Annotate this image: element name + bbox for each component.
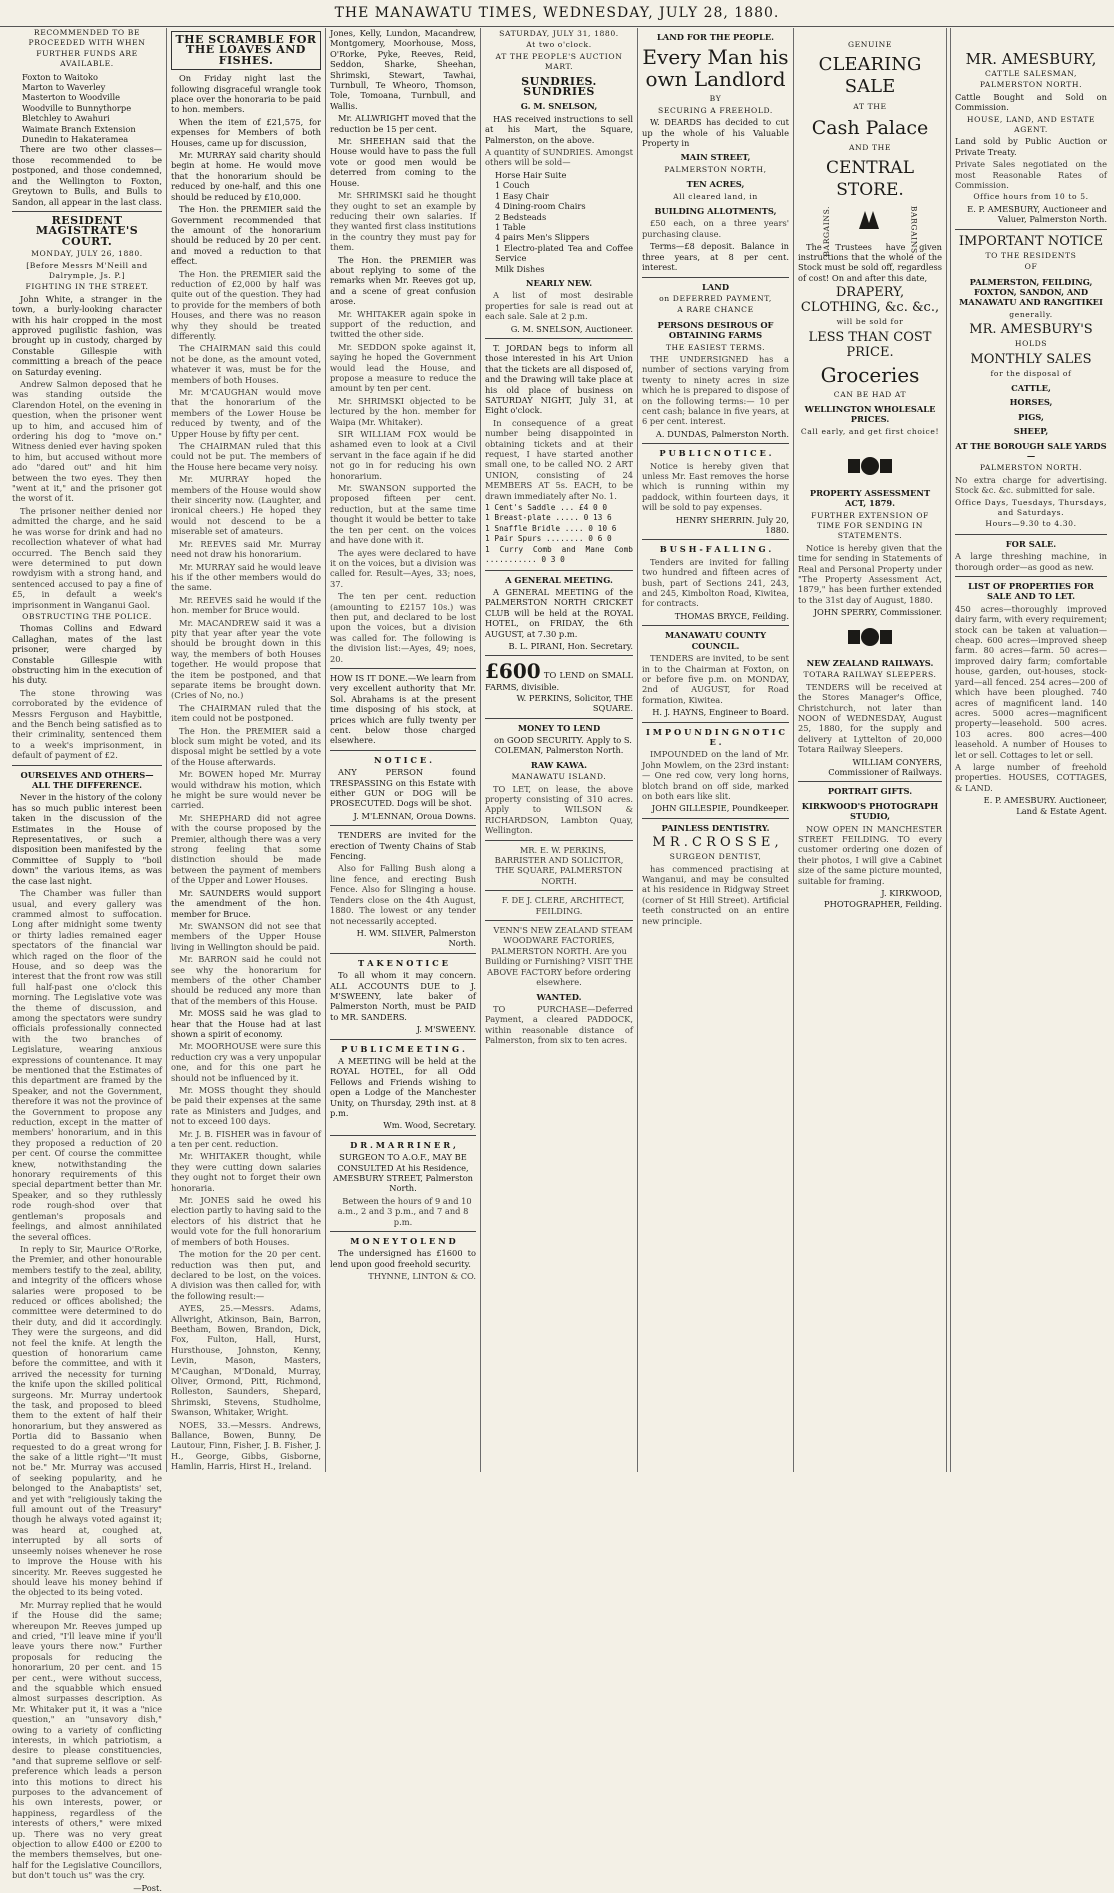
general-meeting-heading: A GENERAL MEETING. [505, 574, 613, 585]
central-store: CENTRAL STORE. [826, 158, 914, 201]
amesbury-holds-name: MR. AMESBURY'S [969, 322, 1093, 338]
amesbury-name: MR. AMESBURY, [965, 50, 1097, 68]
impounding-heading: I M P O U N D I N G N O T I C E . [645, 726, 785, 747]
list-item: Milk Dishes [495, 263, 545, 274]
bush-falling-heading: B U S H - F A L L I N G . [659, 544, 772, 555]
manawatu-island: MANAWATU ISLAND. [511, 772, 607, 782]
palmerston-north: PALMERSTON NORTH, [664, 164, 767, 174]
crosse-sub: SURGEON DENTIST, [669, 852, 762, 862]
property-assessment-sub: FURTHER EXTENSION OF TIME FOR SENDING IN STATEMENTS. [811, 510, 929, 541]
money-lend-body: on GOOD SECURITY. Apply to S. COLEMAN, Palmerston North. [494, 734, 632, 756]
holds-label: HOLDS [1014, 339, 1048, 349]
cleared-land: All cleared land, in [673, 191, 758, 201]
genuine-label: GENUINE [847, 40, 893, 49]
scramble-p3: Mr. MURRAY said charity should begin at home. He would move that the honorarium should be reduced by one-half, and this one should be reduced by £10,000. [171, 150, 321, 202]
sundries-heading: SUNDRIES. SUNDRIES [521, 74, 597, 99]
notice-signature: J. M'LENNAN, Oroua Downs. [353, 810, 476, 821]
doctor-body: SURGEON TO A.O.F., MAY BE CONSULTED At his Residence, AMESBURY STREET, Palmerston North. [332, 1152, 474, 1194]
lend-amount: £600 [485, 659, 541, 684]
tenders-signature: H. WM. SILVER, Palmerston North. [356, 927, 476, 949]
lend-text: TO LEND on SMALL FARMS, divisible. [485, 670, 633, 693]
and-the: AND THE [848, 142, 892, 152]
deards-intro: W. DEARDS has decided to cut up the whole of his Valuable Property in [642, 117, 789, 149]
of-label: OF [1024, 262, 1038, 272]
auctioneer-signature: G. M. SNELSON, Auctioneer. [510, 323, 633, 334]
ours-heading: OURSELVES AND OTHERS—ALL THE DIFFERENCE. [20, 769, 154, 791]
main-street: MAIN STREET, [680, 152, 751, 163]
will-be-sold: will be sold for [836, 317, 904, 327]
groceries: Groceries [820, 362, 920, 387]
scramble-p4: The Hon. the PREMIER said the Government recommended that the amount of the honorarium should be reduced by 20 per cent. and moved a reduction to that effect. [171, 204, 321, 267]
amesbury-hours: Office hours from 10 to 5. [973, 192, 1089, 202]
public-meeting-body: A MEETING will be held at the ROYAL HOTEL, for all Odd Fellows and Friends wishing to open a Lodge of the Manchester Unity, on Thursday, 29th inst. at 8 p.m. [330, 1055, 476, 1118]
horses-label: HORSES, [1009, 397, 1053, 408]
sale-items [495, 170, 633, 274]
list-item: 1 Easy Chair [495, 190, 549, 201]
monthly-sales: MONTHLY SALES [970, 351, 1092, 367]
scramble-p5: Mr. SAUNDERS would support the amendment of the hon. member for Bruce. [171, 887, 321, 919]
public-notice-signature: HENRY SHERRIN. July 20, 1880. [675, 514, 789, 536]
important-notice: IMPORTANT NOTICE [958, 233, 1104, 249]
county-council-heading: MANAWATU COUNTY COUNCIL. [664, 630, 767, 651]
county-council-signature: H. J. HAYNS, Engineer to Board. [652, 707, 789, 718]
list-item: 1 Electro-plated Tea and Coffee Service [495, 242, 633, 264]
list-item: 2 Bedsteads [495, 211, 547, 222]
kirkwood-signature: J. KIRKWOOD, PHOTOGRAPHER, Feilding. [824, 888, 942, 909]
fight-paragraph: John White, a stranger in the town, a burly-looking character with his hair cropped in the most approved pugilistic fashion, was brought up in custody, charged by Constable Gillespie with committing a breach of the peace on Saturday evening. [12, 293, 162, 377]
scramble-heading: THE SCRAMBLE FOR THE LOAVES AND FISHES. [171, 31, 321, 70]
cattle-salesman: CATTLE SALESMAN, [984, 69, 1078, 78]
impounding-signature: JOHN GILLESPIE, Poundkeeper. [651, 803, 789, 814]
yards-town: PALMERSTON NORTH. [979, 463, 1083, 473]
drapery-clothing: DRAPERY, CLOTHING, &c. &c., [800, 285, 940, 316]
trustees-text: The Trustees have given instructions that the whole of the Stock must be sold off, regardless of cost! On and after this date, [798, 241, 942, 283]
railways-sub: TOTARA RAILWAY SLEEPERS. [803, 670, 937, 680]
places-list: PALMERSTON, FEILDING, FOXTON, SANDON, AND MANAWATU AND RANGITIKEI [959, 276, 1103, 308]
dentistry-heading: PAINLESS DENTISTRY. [661, 822, 770, 833]
every-man-headline: Every Man his own Landlord [642, 45, 789, 92]
column-1: RECOMMENDED TO BE PROCEEDED WITH WHEN FURTHER FUNDS ARE AVAILABLE. Foxton to Waitoko Marton to Waverley Masterton to Woodville Woodville to Bunnythorpe Bletchley to Awahuri Waimate Branch Extension Dunedin to Hakateramea There are two other classes—those recommended to be postponed, and those condemned, and the Wellington to Foxton, Greytown to Bulls, and Bulls to Sandon, all appear in the last class. RESIDENT MAGISTRATE'S COURT. MONDAY, JULY 26, 1880. [Before Messrs M'Neill and Dalrymple, Js. P.] FIGHTING IN THE STREET. John White, a stranger in the town, a burly-looking character with his hair cropped in the most approved pugilistic fashion, was brought up in custody, charged by Constable Gillespie with committing a breach of the peace on Saturday evening. Andrew Salmon deposed that he was standing outside the Clarendon Hotel, on the evening in question, when the prisoner went up to him, and accused him of ordering his dog to "move on." Witness denied ever having spoken to him, but accused without more ado "dared out" and hit him between the two eyes. They then "went at it," and the prisoner got the worst of it. The prisoner neither denied nor admitted the charge, and he said he was worse for drink and had no recollection whatever of what had occurred. The Bench said they were determined to put down rowdyism with a strong hand, and sentenced accused to pay a fine of £5, in default a week's imprisonment in Wanganui Gaol. OBSTRUCTING THE POLICE. Thomas Collins and Edward Callaghan, mates of the last prisoner, were charged by Constable Gillespie with obstructing him in the execution of his duty. The stone throwing was corroborated by the evidence of Messrs Ferguson and Haybittle, and the Bench being satisfied as to their criminality, sentenced them to a week's imprisonment, in default of payment of £2. OURSELVES AND OTHERS—ALL THE DIFFERENCE. Never in the history of the colony has so much public interest been taken in the discussion of the Estimates in the House of Representatives, or such a disposition been manifested by the Committee of Supply to "boil down" the various items, as was the case last night. The Chamber was fuller than usual, and every gallery was crammed almost to suffocation. Long after midnight some twenty or thirty ladies remained eager spectators of the financial war which raged on the floor of the House, and so deep was the interest that the front row was still full half-past one o'clock this morning. The Legislative vote was the theme of discussion, and among the spectators were sundry officials professionally connected with the two branches of Legislature, wearing anxious expressions of countenance. It may be mentioned that the Estimates of this department are framed by the Speaker, and not the Government, therefore it was not the province of the Government to propose any reduction, except in the matter of members' honorarium, and in this they proposed a reduction of 20 per cent. Of course the committee knew, notwithstanding the honorary requirements of this special department better than Mr. Speaker, and so they ruthlessly rode rough-shod over that gentleman's proposals and feelings, and almost annihilated the several offices. In reply to Sir, Maurice O'Rorke, the Premier, and other honourable members testify to the zeal, ability, and integrity of the officers whose salaries were proposed to be reduced or offices abolished; the committee were determined to do their duty, and did it accordingly. They were the surgeons, and did not feel the knife. At length the question of honorarium came before the committee, and with it arrived the necessity for turning the knife upon the skilled political surgeons. Mr. Murray undertook the task, and proposed to bleed them to the extent of half their honorarium, but they answered as Portia did to Bassanio when requested to do a great wrong for the sake of a little right—"It must not be." Mr. Murray was accused of seeking popularity, and he belonged to the Anabaptists' set, and yet with "religiously taking the full amount out of the Treasury" though he always voted against it; was heard at, coughed at, interrupted by all sorts of unseemly noises whenever he rose to improve the House with his sincerity. Mr. Reeves suggested he should leave his money behind if the objected to its being voted. Mr. Murray replied that he would if the House did the same; whereupon Mr. Reeves jumped up and cried, "I'll leave mine if you'll leave yours there now." Further proposals for reducing the honorarium, 20 per cent. and 15 per cent., were without success, and the squabble which ensued almost surpasses description. As Mr. Whitaker put it, it was a "nice question," an "unsavory dish," owing to a variety of conflicting interests, in which patriotism, a desire to please constituencies, "and that supreme selflove or self-preference which leads a person into this motions to direct his purposes to the advancement of his own interests, power, or happiness, regardless of the interests of others," were mixed up. There was no very great objection to allow £400 or £200 to the members themselves, but one-half for the Legislative Councillors, but don't touch us" was the cry. —Post. [12, 28, 162, 1893]
lend-signature: W. PERKINS, Solicitor, THE SQUARE. [516, 692, 633, 714]
amesbury-signature: E. P. AMESBURY, Auctioneer and Valuer, Palmerston North. [967, 203, 1107, 225]
securing-freehold: SECURING A FREEHOLD. [658, 105, 773, 115]
land-heading: LAND FOR THE PEOPLE. [656, 32, 775, 42]
can-be-had: CAN BE HAD AT [833, 389, 907, 399]
notice-heading: N O T I C E . [373, 754, 432, 765]
list-item: 4 pairs Men's Slippers [495, 232, 590, 243]
list-item: Bletchley to Awahuri [22, 113, 110, 124]
sale-yards: AT THE BOROUGH SALE YARDS— [955, 440, 1107, 461]
column-3: Jones, Kelly, Lundon, Macandrew, Montgomery, Moorhouse, Moss, O'Rorke, Pyke, Reeves, Reid, Seddon, Sharke, Sheehan, Shrimski, Stewart, Tawhai, Turnbull, Te Wheoro, Thomson, Tole, Tomoana, Turnbull, and Wallis. Mr. ALLWRIGHT moved that the reduction be 15 per cent. Mr. SHEEHAN said that the House would have to pass the full vote or good men would be deterred from coming to the House. Mr. SHRIMSKI said he thought they ought to set an example by reducing their own salaries. If they wanted first class institutions in the country they must pay for them. The Hon. the PREMIER was about replying to some of the remarks when Mr. Reeves got up, and a scene of great confusion arose. Mr. WHITAKER again spoke in support of the reduction, and twitted the other side. Mr. SEDDON spoke against it, saying he hoped the Government would lead the House, and propose a measure to reduce the amount by ten per cent. Mr. SHRIMSKI objected to be lectured by the hon. member for Waipa (Mr. Whitaker). SIR WILLIAM FOX would be ashamed even to look at a Civil servant in the face again if he did not go in for reducing his own honorarium. Mr. SWANSON supported the proposed fifteen per cent. reduction, but at the same time thought it would be better to take the ten per cent. on the voices and have done with it. The ayes were declared to have it on the voices, but a division was called for. Result—Ayes, 33; noes, 37. The ten per cent. reduction (amounting to £2157 10s.) was then put, and declared to be lost upon the voices, but a division was called for. The following is the division list:—Ayes, 49; noes, 20. HOW IS IT DONE.—We learn from very excellent authority that Mr. Sol. Abrahams is at the present time disposing of his stock, at prices which are fully twenty per cent. below those charged elsewhere. N O T I C E . ANY PERSON found TRESPASSING on this Estate with either GUN or DOG will be PROSECUTED. Dogs will be shot. J. M'LENNAN, Oroua Downs. TENDERS are invited for the erection of Twenty Chains of Stab Fencing. Also for Falling Bush along a line fence, and erecting Bush Fence. Also for Slinging a house. Tenders close on the 4th August, 1880. The lowest or any tender not necessarily accepted. H. WM. SILVER, Palmerston North. T A K E N O T I C E To all whom it may concern. ALL ACCOUNTS DUE to J. M'SWEENY, late baker of Palmerston North, must be PAID to MR. SANDERS. J. M'SWEENY. P U B L I C M E E T I N G . A MEETING will be held at the ROYAL HOTEL, for all Odd Fellows and Friends wishing to open a Lodge of the Manchester Unity, on Thursday, 29th inst. at 8 p.m. Wm. Wood, Secretary. D R . M A R R I N E R , SURGEON TO A.O.F., MAY BE CONSULTED At his Residence, AMESBURY STREET, Palmerston North. Between the hours of 9 and 10 a.m., 2 and 3 p.m., and 7 and 8 p.m. M O N E Y T O L E N D The undersigned has £1600 to lend upon good freehold security. THYNNE, LINTON & CO. [330, 28, 476, 1282]
house-land-agent: HOUSE, LAND, AND ESTATE AGENT. [966, 114, 1096, 135]
amesbury-town: PALMERSTON NORTH. [979, 80, 1083, 90]
column-4: SATURDAY, JULY 31, 1880. At two o'clock. AT THE PEOPLE'S AUCTION MART. SUNDRIES. SUNDRIES G. M. SNELSON, HAS received instructions to sell at his Mart, the Square, Palmerston, on the above. A quantity of SUNDRIES. Amongst others will be sold— Horse Hair Suite 1 Couch 1 Easy Chair 4 Dining-room Chairs 2 Bedsteads 1 Table 4 pairs Men's Slippers 1 Electro-plated Tea and Coffee Service Milk Dishes NEARLY NEW. A list of most desirable properties for sale is read out at each sale. Sale at 2 p.m. G. M. SNELSON, Auctioneer. T. JORDAN begs to inform all those interested in his Art Union that the tickets are all disposed of, and the Drawing will take place at his old place of business on SATURDAY NIGHT, July 31, at Eight o'clock. In consequence of a great number being disappointed in obtaining tickets and at their request, I have started another small one, to be called NO. 2 ART UNION, consisting of 24 MEMBERS AT 5s. EACH, to be drawn immediately after No. 1. 1 Cent's Saddle ... £4 0 0 1 Breast-plate ..... 0 13 6 1 Snaffle Bridle .... 0 10 6 1 Pair Spurs ........ 0 6 0 1 Curry Comb and Mane Comb ........... 0 3 0 A GENERAL MEETING. A GENERAL MEETING of the PALMERSTON NORTH CRICKET CLUB will be held at the ROYAL HOTEL, on FRIDAY, the 6th AUGUST, at 7.30 p.m. B. L. PIRANI, Hon. Secretary. £600 TO LEND on SMALL FARMS, divisible. W. PERKINS, Solicitor, THE SQUARE. MONEY TO LEND on GOOD SECURITY. Apply to S. COLEMAN, Palmerston North. RAW KAWA. MANAWATU ISLAND. TO LET, on lease, the above property consisting of 310 acres. Apply to WILSON & RICHARDSON, Lambton Quay, Wellington. MR. E. W. PERKINS, BARRISTER AND SOLICITOR, THE SQUARE, PALMERSTON NORTH. F. DE J. CLERE, ARCHITECT, FEILDING. VENN'S NEW ZEALAND STEAM WOODWARE FACTORIES, PALMERSTON NORTH. Are you Building or Furnishing? VISIT THE ABOVE FACTORY before ordering elsewhere. WANTED. TO PURCHASE—Deferred Payment, a cleared PADDOCK, within reasonable distance of Palmerston, from six to ten acres. [485, 29, 633, 1046]
railway-list [22, 72, 162, 145]
scramble-p6: Mr. MOSS said he was glad to hear that the House had at last shown a spirit of economy. [171, 1008, 321, 1039]
police-paragraph: Thomas Collins and Edward Callaghan, mates of the last prisoner, were charged by Constable Gillespie with obstructing him in the execution of his duty. [12, 623, 162, 686]
masthead: THE MANAWATU TIMES, WEDNESDAY, JULY 28, 1880. [0, 0, 1114, 27]
list-item: Masterton to Woodville [22, 92, 121, 103]
easiest-terms: THE EASIEST TERMS. [665, 342, 766, 352]
properties-list-heading: LIST OF PROPERTIES FOR SALE AND TO LET. [968, 581, 1094, 602]
list-item: 1 Table [495, 221, 526, 232]
building-allotments: BUILDING ALLOTMENTS, [654, 206, 777, 217]
sale-place: AT THE PEOPLE'S AUCTION MART. [495, 51, 623, 72]
amesbury-land: Land sold by Public Auction or Private Treaty. [955, 136, 1107, 157]
wanted-heading: WANTED. [536, 991, 582, 1002]
property-assessment-heading: PROPERTY ASSESSMENT ACT, 1879. [809, 487, 931, 509]
list-item: Foxton to Waitoko [22, 71, 99, 82]
public-notice-heading: P U B L I C N O T I C E . [659, 448, 772, 459]
for-sale-heading: FOR SALE. [1005, 538, 1057, 549]
bush-falling-signature: THOMAS BRYCE, Feilding. [674, 610, 789, 621]
railway-note: There are two other classes—those recommended to be postponed, and those condemned, and the Wellington to Foxton, Greytown to Bulls, and Bulls to Sandon, all appear in the last class. [12, 144, 162, 207]
railways-heading: NEW ZEALAND RAILWAYS. [806, 657, 934, 668]
persons-desirous: PERSONS DESIROUS OF OBTAINING FARMS [657, 319, 774, 341]
take-notice-body: To all whom it may concern. ALL ACCOUNTS DUE to J. M'SWEENY, late baker of Palmerston North, must be PAID to MR. SANDERS. [330, 970, 476, 1022]
clearing-sale: CLEARING SALE [818, 54, 922, 98]
ad-heading: HOW IS IT DONE. [330, 672, 408, 683]
premier-reply: The Hon. the PREMIER was about replying to some of the remarks when Mr. Reeves got up, and a scene of great confusion arose. [330, 254, 476, 307]
hands-icon [855, 205, 885, 233]
money-body: The undersigned has £1600 to lend upon good freehold security. [330, 1248, 476, 1269]
deards-terms: Terms—£8 deposit. Balance in three years, at 8 per cent. interest. [642, 241, 789, 273]
amesbury-commission: Cattle Bought and Sold on Commission. [955, 91, 1107, 113]
sale-date: SATURDAY, JULY 31, 1880. [499, 29, 619, 38]
kirkwood-heading: KIRKWOOD'S PHOTOGRAPH STUDIO, [801, 800, 939, 822]
at-the: AT THE [853, 102, 887, 112]
properties-list-signature: E. P. AMESBURY. Auctioneer, Land & Estate Agent. [983, 795, 1107, 816]
take-notice-signature: J. M'SWEENY. [416, 1024, 476, 1035]
list-item: Dunedin to Hakateramea [22, 134, 129, 145]
sheep-label: SHEEP, [1013, 426, 1049, 437]
ten-acres: TEN ACRES, [686, 179, 745, 190]
col1-signature: —Post. [133, 1882, 162, 1893]
railway-recommendation: RECOMMENDED TO BE PROCEEDED WITH WHEN FURTHER FUNDS ARE AVAILABLE. [28, 28, 146, 69]
list-item: Horse Hair Suite [495, 169, 567, 180]
ours-paragraph: Never in the history of the colony has so much public interest been taken in the discussion of the Estimates in the House of Representatives, or such a disposition been manifested by the Committee of Supply to "boil down" the various items, as was the case last night. [12, 792, 162, 886]
fight-heading: FIGHTING IN THE STREET. [25, 282, 149, 292]
scramble-p2: When the item of £21,575, for expenses for Members of both Houses, came up for discussion, [171, 116, 321, 148]
office-hours: Hours—9.30 to 4.30. [985, 519, 1077, 529]
to-residents: TO THE RESIDENTS [985, 250, 1077, 260]
railways-signature: WILLIAM CONYERS, Commissioner of Railways. [828, 756, 942, 778]
scramble-p1: On Friday night last the following disgraceful wrangle took place over the honoraria to be paid to hon. members. [171, 73, 321, 115]
ldp-sub: on DEFERRED PAYMENT, [659, 293, 772, 303]
money-heading: M O N E Y T O L E N D [350, 1236, 456, 1247]
property-assessment-signature: JOHN SPERRY, Commissioner. [813, 607, 942, 618]
allwright-motion: Mr. ALLWRIGHT moved that the reduction be 15 per cent. [330, 113, 476, 134]
tenders-body: TENDERS are invited for the erection of Twenty Chains of Stab Fencing. [330, 830, 476, 862]
take-notice-heading: T A K E N O T I C E [358, 957, 448, 968]
auctioneer-name: G. M. SNELSON, [520, 101, 598, 112]
notice-body: ANY PERSON found TRESPASSING on this Estate with either GUN or DOG will be PROSECUTED. Dogs will be shot. [330, 767, 476, 809]
by-label: BY [709, 94, 722, 104]
court-date: MONDAY, JULY 26, 1880. [31, 249, 143, 259]
rare-chance: A RARE CHANCE [677, 305, 754, 315]
list-item: Woodville to Bunnythorpe [22, 102, 132, 113]
public-meeting-heading: P U B L I C M E E T I N G . [341, 1043, 465, 1054]
list-item: Waimate Branch Extension [22, 123, 136, 134]
cattle-label: CATTLE, [1011, 382, 1051, 393]
raw-kawa: RAW KAWA. [530, 759, 588, 770]
ad-body: —We learn from very excellent authority that Mr. Sol. Abrahams is at the present time disposing of his stock, at prices which are fully twenty per cent. below those charged elsewhere. [330, 672, 476, 746]
office-days: Office Days, Tuesdays, Thursdays, and Saturdays. [955, 497, 1107, 517]
less-than-cost: LESS THAN COST PRICE. [808, 329, 932, 360]
money-lend-heading: MONEY TO LEND [517, 722, 601, 733]
general-meeting-signature: B. L. PIRANI, Hon. Secretary. [508, 640, 633, 651]
pigs-label: PIGS, [1018, 411, 1044, 422]
column-7: MR. AMESBURY, CATTLE SALESMAN, PALMERSTON NORTH. Cattle Bought and Sold on Commission. HOUSE, LAND, AND ESTATE AGENT. Land sold by Public Auction or Private Treaty. Private Sales negotiated on the most Reasonable Rates of Commission. Office hours from 10 to 5. E. P. AMESBURY, Auctioneer and Valuer, Palmerston North. IMPORTANT NOTICE TO THE RESIDENTS OF PALMERSTON, FEILDING, FOXTON, SANDON, AND MANAWATU AND RANGITIKEI generally. MR. AMESBURY'S HOLDS MONTHLY SALES for the disposal of CATTLE, HORSES, PIGS, SHEEP, AT THE BOROUGH SALE YARDS— PALMERSTON NORTH. No extra charge for advertising. Stock &c. &c. submitted for sale. Office Days, Tuesdays, Thursdays, and Saturdays. Hours—9.30 to 4.30. FOR SALE. A large threshing machine, in thorough order—as good as new. LIST OF PROPERTIES FOR SALE AND TO LET. 450 acres—thoroughly improved dairy farm, with every requirement; stock can be taken at valuation—cheap. 600 acres—improved sheep farm. 80 acres—farm. 50 acres—improved dairy farm; comfortable house, garden, out-houses, stock-yard—all fenced. 254 acres—200 of which have been ploughed. 740 acres of magnificent land. 140 acres. 5000 acres—magnificent property—leasehold. 500 acres. 103 acres. 800 acres—400 leasehold. A number of Houses to let or sell. Cottages to let or sell. A large number of freehold properties. HOUSES, COTTAGES, & LAND. E. P. AMESBURY. Auctioneer, Land & Estate Agent. [955, 50, 1107, 816]
cash-palace: Cash Palace [811, 116, 929, 139]
column-5: LAND FOR THE PEOPLE. Every Man his own Landlord BY SECURING A FREEHOLD. W. DEARDS has decided to cut up the whole of his Valuable Property in MAIN STREET, PALMERSTON NORTH, TEN ACRES, All cleared land, in BUILDING ALLOTMENTS, £50 each, on a three years' purchasing clause. Terms—£8 deposit. Balance in three years, at 8 per cent. interest. LAND on DEFERRED PAYMENT, A RARE CHANCE PERSONS DESIROUS OF OBTAINING FARMS THE EASIEST TERMS. THE UNDERSIGNED has a number of sections varying from twenty to ninety acres in size which he is prepared to dispose of on the following terms:— 10 per cent cash; balance in five years, at 6 per cent. interest. A. DUNDAS, Palmerston North. P U B L I C N O T I C E . Notice is hereby given that unless Mr. East removes the horse which is running within my paddock, within fourteen days, it will be sold to pay expenses. HENRY SHERRIN. July 20, 1880. B U S H - F A L L I N G . Tenders are invited for falling two hundred and fifteen acres of bush, part of Sections 241, 243, and 245, Kimbolton Road, Kiwitea, for contracts. THOMAS BRYCE, Feilding. MANAWATU COUNTY COUNCIL. TENDERS are invited, to be sent in to the Chairman at Foxton, on or before five p.m. on MONDAY, 2nd of AUGUST, for Road formation, Kiwitea. H. J. HAYNS, Engineer to Board. I M P O U N D I N G N O T I C E . IMPOUNDED on the land of Mr. John Mowlem, on the 23rd instant:— One red cow, very long horns, blotch brand on off side, marked on both ears like slit. JOHN GILLESPIE, Poundkeeper. PAINLESS DENTISTRY. M R . C R O S S E , SURGEON DENTIST, has commenced practising at Wanganui, and may be consulted at his residence in Ridgway Street (corner of St Hill Street). Artificial teeth constructed on an entire new principle. [642, 32, 789, 926]
generally: generally. [1009, 309, 1053, 319]
list-item: 1 Couch [495, 180, 530, 191]
general-meeting-body: A GENERAL MEETING of the PALMERSTON NORTH CRICKET CLUB will be held at the ROYAL HOTEL, on FRIDAY, the 6th AUGUST, at 7.30 p.m. [485, 586, 633, 639]
coat-of-arms-icon [840, 451, 900, 481]
bargains-crest: BARGAINS. BARGAINS. [821, 206, 919, 257]
court-heading: RESIDENT MAGISTRATE'S COURT. [35, 213, 139, 248]
sheehan-remarks: Mr. SHEEHAN said that the House would have to pass the full vote or good men would be deterred from coming to the House. [330, 136, 476, 188]
list-item: 4 Dining-room Chairs [495, 201, 586, 212]
nearly-new: NEARLY NEW. [525, 277, 593, 288]
portrait-gifts: PORTRAIT GIFTS. [827, 786, 913, 797]
call-early: Call early, and get first choice! [800, 426, 940, 436]
court-bench: [Before Messrs M'Neill and Dalrymple, Js. P.] [26, 260, 148, 280]
coat-of-arms-icon [840, 622, 900, 652]
crosse-name: M R . C R O S S E , [652, 835, 779, 851]
public-meeting-signature: Wm. Wood, Secretary. [383, 1120, 476, 1131]
column-2: THE SCRAMBLE FOR THE LOAVES AND FISHES. On Friday night last the following disgraceful wrangle took place over the honoraria to be paid to hon. members. When the item of £21,575, for expenses for Members of both Houses, came up for discussion, Mr. MURRAY said charity should begin at home. He would move that the honorarium should be reduced by one-half, and this one should be reduced by £10,000. The Hon. the PREMIER said the Government recommended that the amount of the honorarium should be reduced by 20 per cent. and moved a reduction to that effect. The Hon. the PREMIER said the reduction of £2,000 by half was quite out of the question. They had to provide for the members of both Houses, and there was no reason why they should be treated differently. The CHAIRMAN said this could not be done, as the amount voted, whatever it was, must be for the members of both Houses. Mr. M'CAUGHAN would move that the honorarium of the members of the Lower House be reduced by twenty, and of the Upper House by fifty per cent. The CHAIRMAN ruled that this could not be put. The members of the House here became very noisy. Mr. MURRAY hoped the members of the House would show their sincerity now. (Laughter, and ironical cheers.) He hoped they would not descend to be a miserable set of amateurs. Mr. REEVES said Mr. Murray need not draw his honorarium. Mr. MURRAY said he would leave his if the other members would do the same. Mr. REEVES said he would if the hon. member for Bruce would. Mr. MACANDREW said it was a pity that year after year the vote should be brought down in this way, the members of both Houses together. He would propose that the item be postponed, and that separate items be brought down. (Cries of No, no.) The CHAIRMAN ruled that the item could not be postponed. The Hon. the PREMIER said a block sum might be voted, and its disposal might be settled by a vote of the House afterwards. Mr. BOWEN hoped Mr. Murray would withdraw his motion, which he might be sure would never be carried. Mr. SHEPHARD did not agree with the course proposed by the Premier, although there was a very strong feeling that some distinction should be made between the payment of members of the Upper and Lower Houses. Mr. SAUNDERS would support the amendment of the hon. member for Bruce. Mr. SWANSON did not see that members of the Upper House living in Wellington should be paid. Mr. BARRON said he could not see why the honorarium for members of the other Chamber should be reduced any more than that of the members of this House. Mr. MOSS said he was glad to hear that the House had at last shown a spirit of economy. Mr. MOORHOUSE were sure this reduction cry was a very unpopular one, and for this one part he should not be influenced by it. Mr. MOSS thought they should be paid their expenses at the same rate as Ministers and Judges, and not to exceed 100 days. Mr. J. B. FISHER was in favour of a ten per cent. reduction. Mr. WHITAKER thought, while they were cutting down salaries they ought not to forget their own honoraria. Mr. JONES said he owed his election partly to having said to the electors of his district that he would vote for the full honorarium of members of both Houses. The motion for the 20 per cent. reduction was then put, and declared to be lost, on the voices. A division was then called for, with the following result:— AYES, 25.—Messrs. Adams, Allwright, Atkinson, Bain, Barron, Beetham, Bowen, Brandon, Dick, Fox, Fulton, Hall, Hurst, Hursthouse, Johnston, Kenny, Levin, Mason, Masters, M'Caughan, M'Donald, Murray, Oliver, Ormond, Pitt, Richmond, Rolleston, Saunders, Shepard, Shrimski, Stevens, Studholme, Swanson, Whitaker, Wright. NOES, 33.—Messrs. Andrews, Ballance, Bowen, Bunny, De Lautour, Finn, Fisher, J. B. Fisher, J. H., George, Gibbs, Gisborne, Hamlin, Harris, Hirst H., Ireland. [171, 33, 321, 1472]
list-item: Marton to Waverley [22, 82, 106, 93]
doctor-heading: D R . M A R R I N E R , [350, 1139, 456, 1150]
column-6: GENUINE CLEARING SALE AT THE Cash Palace AND THE CENTRAL STORE. BARGAINS. BARGAINS. The Trustees have given instructions that the whole of the Stock must be sold off, regardless of cost! On and after this date, DRAPERY, CLOTHING, &c. &c., will be sold for LESS THAN COST PRICE. Groceries CAN BE HAD AT WELLINGTON WHOLESALE PRICES. Call early, and get first choice! PROPERTY ASSESSMENT ACT, 1879. FURTHER EXTENSION OF TIME FOR SENDING IN STATEMENTS. Notice is hereby given that the time for sending in Statements of Real and Personal Property under "The Property Assessment Act, 1879," has been further extended to the 31st day of August, 1880. JOHN SPERRY, Commissioner. NEW ZEALAND RAILWAYS. TOTARA RAILWAY SLEEPERS. TENDERS will be received at the Stores Manager's Office, Christchurch, not later than NOON of WEDNESDAY, August 25, 1880, for the supply and delivery at Lyttelton of 20,000 Totara Railway Sleepers. WILLIAM CONYERS, Commissioner of Railways. PORTRAIT GIFTS. KIRKWOOD'S PHOTOGRAPH STUDIO, NOW OPEN IN MANCHESTER STREET FEILDING. TO every customer ordering one dozen of their photos, I will give a Cabinet size of the same picture mounted, suitable for framing. J. KIRKWOOD, PHOTOGRAPHER, Feilding. [798, 40, 942, 909]
art-union-notice: T. JORDAN begs to inform all those interested in his Art Union that the tickets are all disposed of, and the Drawing will take place at his old place of business on SATURDAY NIGHT, July 31, at Eight o'clock. [485, 342, 633, 416]
police-heading: OBSTRUCTING THE POLICE. [22, 611, 152, 621]
sale-time: At two o'clock. [526, 40, 592, 50]
ldp-signature: A. DUNDAS, Palmerston North. [655, 428, 789, 439]
wellington-prices: WELLINGTON WHOLESALE PRICES. [804, 404, 936, 425]
disposal-label: for the disposal of [990, 368, 1072, 378]
ldp-heading: LAND [701, 281, 730, 292]
sale-intro: HAS received instructions to sell at his Mart, the Square, Palmerston, on the above. [485, 113, 633, 145]
noes-continued: Jones, Kelly, Lundon, Macandrew, Montgomery, Moorhouse, Moss, O'Rorke, Pyke, Reeves, Reid, Seddon, Sharke, Sheehan, Shrimski, Stewart, Tawhai, Turnbull, Te Wheoro, Thomson, Tole, Tomoana, Turnbull, and Wallis. [330, 28, 476, 111]
